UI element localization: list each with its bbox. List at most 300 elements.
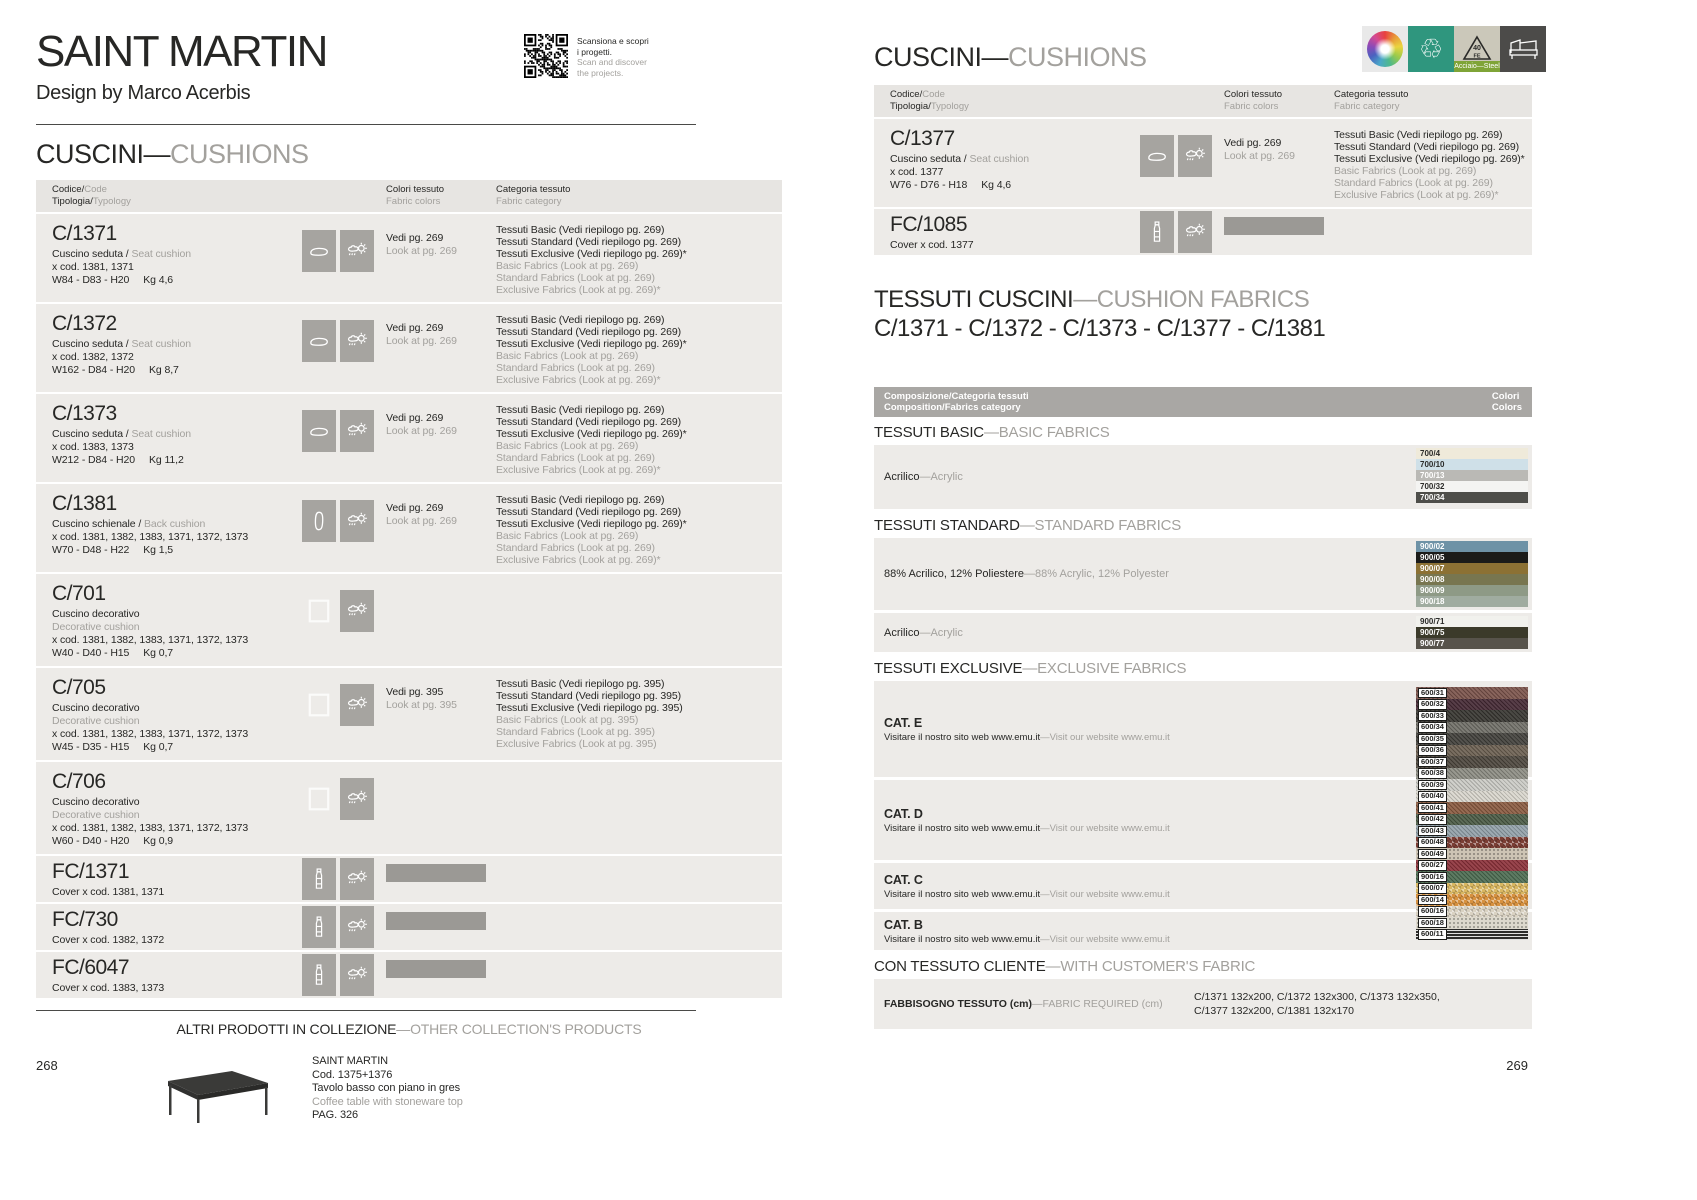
fabric-swatch [1416, 492, 1528, 503]
fabrics-header-composition: Composition/Fabrics category [884, 402, 1021, 413]
basic-fabrics-heading: TESSUTI BASIC — BASIC FABRICS [874, 419, 1532, 445]
weather-icon [340, 500, 374, 542]
spray-bottle-icon [1140, 211, 1174, 253]
col-header-codice: Codice/ [52, 184, 85, 195]
col-header-colori: Colori tessuto [386, 184, 445, 195]
weight: Kg 1,5 [143, 544, 174, 556]
swatch-code: 600/11 [1418, 929, 1447, 940]
fabric-swatch [1416, 722, 1528, 734]
category-line: Tessuti Exclusive (Vedi riepilogo pg. 269)* [496, 338, 687, 350]
standard-fabrics-row-2 [874, 613, 1532, 652]
table-row [36, 304, 782, 392]
seat-cushion-icon [302, 320, 336, 362]
certification-badges [1362, 26, 1546, 72]
swatch-code: 600/48 [1418, 837, 1447, 848]
fabric-composition-label: Acrilico—Acrylic [884, 471, 963, 483]
fabric-colors-cell [386, 676, 496, 754]
weight: Kg 4,6 [981, 179, 1012, 191]
fabric-colors-cell [386, 858, 496, 882]
col-header-fabric-category: Fabric category [496, 196, 562, 207]
product-cell [52, 312, 302, 386]
fabrics-codes-line: C/1371 - C/1372 - C/1373 - C/1377 - C/1381 [874, 315, 1326, 342]
fabric-category-cell [496, 926, 782, 928]
divider [36, 124, 696, 125]
swatch-code: 700/10 [1420, 460, 1445, 469]
section-heading-en: CUSHIONS [1008, 42, 1147, 72]
product-xcod: x cod. 1381, 1371 [52, 261, 134, 273]
fabric-swatch [1416, 481, 1528, 492]
fabrics-title-en: CUSHION FABRICS [1096, 286, 1310, 313]
fabric-category-cell [496, 402, 782, 476]
related-product-code: Cod. 1375+1376 [312, 1068, 393, 1081]
swatch-code: 600/42 [1418, 814, 1447, 825]
category-line: Standard Fabrics (Look at pg. 269) [496, 542, 655, 554]
product-code: C/1381 [52, 492, 117, 515]
product-icons [302, 222, 386, 296]
see-page-it: Vedi pg. 269 [386, 412, 444, 424]
category-line: Tessuti Standard (Vedi riepilogo pg. 269) [496, 236, 682, 248]
weight: Kg 0,7 [143, 647, 174, 659]
product-cell [52, 492, 302, 566]
category-line: Basic Fabrics (Look at pg. 269) [496, 260, 639, 272]
other-products-heading [36, 1021, 782, 1037]
spray-bottle-icon [302, 954, 336, 996]
product-dimensions [52, 364, 302, 377]
qr-caption [577, 34, 649, 78]
weight: Kg 0,9 [143, 835, 174, 847]
see-page-it: Vedi pg. 269 [386, 322, 444, 334]
related-product-name: SAINT MARTIN [312, 1055, 389, 1067]
website-line-it: Visitare il nostro sito web www.emu.it [884, 731, 1041, 743]
qr-code-icon [524, 34, 568, 78]
product-icons [302, 402, 386, 476]
weather-icon [340, 954, 374, 996]
website-dash: — [1040, 933, 1050, 945]
product-code: FC/730 [52, 907, 118, 931]
product-cell [890, 127, 1140, 201]
dimensions: W40 - D40 - H15 [52, 647, 130, 659]
related-product-page-ref: PAG. 326 [312, 1109, 359, 1121]
fabric-swatch [1416, 552, 1528, 563]
fabric-required-label: FABBISOGNO TESSUTO (cm)—FABRIC REQUIRED (cm) [884, 998, 1163, 1010]
swatch-code: 900/71 [1420, 617, 1445, 626]
col-header-categoria: Categoria tessuto [496, 184, 571, 195]
fabric-colors-cell [386, 582, 496, 660]
category-line: Tessuti Exclusive (Vedi riepilogo pg. 269)* [1334, 153, 1525, 165]
product-code: FC/1371 [52, 859, 130, 883]
swatch-code: 600/14 [1418, 895, 1447, 906]
product-xcod: x cod. 1382, 1372 [52, 351, 134, 363]
dimensions: W212 - D84 - H20 [52, 454, 136, 466]
weight: Kg 11,2 [149, 454, 184, 466]
product-type-en: Seat cushion [131, 338, 191, 350]
website-line-it: Visitare il nostro sito web www.emu.it [884, 822, 1041, 834]
swatch-code: 900/77 [1420, 639, 1445, 648]
col-header-typology: Typology [92, 196, 131, 207]
product-icons [1140, 127, 1224, 201]
category-line: Basic Fabrics (Look at pg. 269) [496, 350, 639, 362]
category-line: Tessuti Exclusive (Vedi riepilogo pg. 269)* [496, 428, 687, 440]
basic-fabrics-row [874, 445, 1532, 509]
fabric-category-cell [496, 222, 782, 296]
weather-icon [340, 858, 374, 900]
see-page-en: Look at pg. 269 [386, 515, 457, 527]
fabric-colors-cell [386, 492, 496, 566]
fabric-color-bar [386, 864, 486, 882]
category-line: Standard Fabrics (Look at pg. 269) [496, 272, 655, 284]
product-icons [302, 582, 386, 660]
qr-caption-line: Scansiona e scopri [577, 36, 649, 46]
fabric-category-cell [496, 878, 782, 880]
fabric-swatch [1416, 638, 1528, 649]
fabric-colors-cell [386, 954, 496, 978]
fabric-swatch [1416, 541, 1528, 552]
category-name: CAT. B [884, 917, 923, 932]
product-cover-line: Cover x cod. 1381, 1371 [52, 885, 165, 898]
fabric-colors-cell [1224, 211, 1334, 235]
table-header [36, 180, 782, 212]
table-row [36, 668, 782, 760]
category-line: Tessuti Basic (Vedi riepilogo pg. 269) [496, 314, 665, 326]
fabric-swatch [1416, 768, 1528, 780]
swatch-code: 600/36 [1418, 745, 1447, 756]
fabric-colors-cell [1224, 127, 1334, 201]
product-icons [1140, 211, 1224, 253]
swatch-code: 600/31 [1418, 688, 1447, 699]
product-xcod: x cod. 1381, 1382, 1383, 1371, 1372, 1373 [52, 728, 249, 740]
spray-bottle-icon [302, 858, 336, 900]
fabric-swatch [1416, 733, 1528, 745]
category-line: Exclusive Fabrics (Look at pg. 269)* [496, 284, 661, 296]
category-line: Exclusive Fabrics (Look at pg. 269)* [496, 554, 661, 566]
see-page-en: Look at pg. 269 [1224, 150, 1295, 162]
fabric-colors-cell [386, 312, 496, 386]
category-line: Standard Fabrics (Look at pg. 395) [496, 726, 655, 738]
product-code: C/705 [52, 676, 106, 699]
fabric-category-cell [496, 974, 782, 976]
table-row [36, 952, 782, 998]
fabric-swatch [1416, 596, 1528, 607]
square-outline-icon [302, 590, 336, 632]
category-name: CAT. D [884, 806, 923, 821]
category-line: Tessuti Exclusive (Vedi riepilogo pg. 269)* [496, 248, 687, 260]
svg-text:40: 40 [1473, 45, 1481, 52]
category-line: Standard Fabrics (Look at pg. 269) [496, 362, 655, 374]
product-type [52, 518, 302, 531]
website-dash: — [1040, 822, 1050, 834]
product-type-it: Cuscino decorativo [52, 608, 140, 620]
weight: Kg 8,7 [149, 364, 179, 376]
section-heading-it: CUSCINI [874, 42, 982, 72]
swatch-code: 900/08 [1420, 575, 1445, 584]
dimensions: W70 - D48 - H22 [52, 544, 130, 556]
swatch-code: 600/40 [1418, 791, 1447, 802]
product-code: C/1373 [52, 402, 117, 425]
fabric-swatch [1416, 906, 1528, 918]
fabric-colors-cell [386, 906, 496, 930]
weather-icon [340, 230, 374, 272]
fabric-swatch [1416, 814, 1528, 826]
spray-bottle-icon [302, 906, 336, 948]
fabric-swatch [1416, 779, 1528, 791]
product-type [52, 428, 302, 441]
cushions-table [36, 180, 782, 998]
fabric-swatch [1416, 687, 1528, 699]
table-row [36, 856, 782, 902]
section-heading-cushions [36, 139, 782, 170]
category-line: Tessuti Standard (Vedi riepilogo pg. 269) [496, 416, 682, 428]
see-page-it: Vedi pg. 269 [1224, 137, 1282, 149]
fabric-category-cell [1334, 231, 1532, 233]
fabric-swatch [1416, 894, 1528, 906]
product-icons [302, 676, 386, 754]
related-product-desc-it: Tavolo basso con piano in gres [312, 1082, 461, 1094]
website-dash: — [1040, 731, 1050, 743]
product-xcod: x cod. 1381, 1382, 1383, 1371, 1372, 1373 [52, 822, 249, 834]
product-cover-line: Cover x cod. 1382, 1372 [52, 933, 165, 946]
fabric-colors-cell [386, 402, 496, 476]
weather-icon [340, 684, 374, 726]
table-header: Codice/Code Tipologia/Typology Colori tessuto Fabric colors Categoria tessuto Fabric category [874, 85, 1532, 117]
weather-icon [340, 778, 374, 820]
product-type-it: Cuscino seduta / [890, 153, 970, 165]
category-line: Standard Fabrics (Look at pg. 269) [496, 452, 655, 464]
website-dash: — [1040, 888, 1050, 900]
product-cell [52, 956, 302, 995]
swatch-code: 600/34 [1418, 722, 1447, 733]
swatch-code: 600/49 [1418, 849, 1447, 860]
product-code: FC/6047 [52, 955, 130, 979]
section-heading-dash: — [981, 42, 1009, 72]
category-line: Tessuti Basic (Vedi riepilogo pg. 395) [496, 678, 665, 690]
fabric-swatch [1416, 883, 1528, 895]
category-line: Basic Fabrics (Look at pg. 395) [496, 714, 639, 726]
product-icons [302, 906, 386, 948]
divider [36, 1010, 696, 1011]
category-line: Exclusive Fabrics (Look at pg. 269)* [1334, 189, 1499, 201]
designer-subtitle: Design by Marco Acerbis [36, 82, 251, 104]
product-type-it: Cuscino schienale / [52, 518, 144, 530]
weather-icon [1178, 211, 1212, 253]
dimensions: W45 - D35 - H15 [52, 741, 130, 753]
weight: Kg 0,7 [143, 741, 174, 753]
fabric-swatch [1416, 871, 1528, 883]
weather-icon [340, 590, 374, 632]
standard-fabrics-heading: TESSUTI STANDARD — STANDARD FABRICS [874, 512, 1532, 538]
website-line-en: Visit our website www.emu.it [1049, 822, 1170, 834]
category-line: Tessuti Standard (Vedi riepilogo pg. 395) [496, 690, 682, 702]
square-outline-icon [302, 778, 336, 820]
fabrics-title: TESSUTI CUSCINI—CUSHION FABRICS C/1371 - C/1372 - C/1373 - C/1377 - C/1381 [874, 286, 1326, 342]
coffee-table-image [156, 1055, 276, 1127]
dimensions: W84 - D83 - H20 [52, 274, 130, 286]
related-product-desc-en: Coffee table with stoneware top [312, 1095, 463, 1108]
category-line: Tessuti Standard (Vedi riepilogo pg. 269) [1334, 141, 1520, 153]
product-xcod: x cod. 1381, 1382, 1383, 1371, 1372, 1373 [52, 531, 249, 543]
customer-fabric-heading: CON TESSUTO CLIENTE — WITH CUSTOMER'S FABRIC [874, 953, 1532, 979]
related-product-card [156, 1055, 782, 1127]
swatch-code: 700/13 [1420, 471, 1445, 480]
product-code: FC/1085 [890, 212, 968, 236]
category-line: Exclusive Fabrics (Look at pg. 269)* [496, 374, 661, 386]
product-type-en: Back cushion [143, 518, 206, 530]
see-page-en: Look at pg. 269 [386, 425, 457, 437]
see-page-it: Vedi pg. 269 [386, 502, 444, 514]
dimensions: W76 - D76 - H18 [890, 179, 968, 191]
product-dimensions [52, 741, 302, 754]
swatch-code: 600/35 [1418, 734, 1447, 745]
col-header-fabric-colors: Fabric colors [386, 196, 441, 207]
product-cell [52, 860, 302, 899]
product-cover-line: Cover x cod. 1383, 1373 [52, 981, 165, 994]
swatch-code: 900/07 [1420, 564, 1445, 573]
website-line-en: Visit our website www.emu.it [1049, 933, 1170, 945]
category-line: Tessuti Basic (Vedi riepilogo pg. 269) [496, 404, 665, 416]
exclusive-fabrics-block [874, 681, 1532, 950]
fabric-swatch [1416, 699, 1528, 711]
fabric-swatch [1416, 574, 1528, 585]
category-line: Tessuti Basic (Vedi riepilogo pg. 269) [1334, 129, 1503, 141]
fabric-swatch [1416, 917, 1528, 929]
swatch-code: 600/18 [1418, 918, 1447, 929]
color-wheel-icon [1362, 26, 1408, 72]
qr-caption-line: i progetti. [577, 46, 612, 57]
fabric-swatch [1416, 745, 1528, 757]
swatch-code: 600/07 [1418, 883, 1447, 894]
fabric-color-bar [1224, 217, 1324, 235]
fabric-swatch [1416, 563, 1528, 574]
swatch-code: 600/41 [1418, 803, 1447, 814]
product-cell [52, 402, 302, 476]
see-page-en: Look at pg. 269 [386, 245, 457, 257]
product-type-en: Seat cushion [131, 428, 191, 440]
see-page-it: Vedi pg. 269 [386, 232, 444, 244]
fabric-category-cell [496, 770, 782, 848]
fabric-colors-cell [386, 222, 496, 296]
fabric-swatch [1416, 756, 1528, 768]
fabric-composition-label: Acrilico—Acrylic [884, 626, 963, 639]
fabric-swatch [1416, 627, 1528, 638]
qr-caption-line: Scan and discover [577, 57, 647, 67]
swatch-code: 600/38 [1418, 768, 1447, 779]
product-type-en: Decorative cushion [52, 809, 140, 821]
swatch-code: 900/02 [1420, 542, 1445, 551]
product-cell [52, 676, 302, 754]
fabric-swatch [1416, 837, 1528, 849]
category-line: Exclusive Fabrics (Look at pg. 395) [496, 738, 657, 750]
square-outline-icon [302, 684, 336, 726]
product-type-it: Cuscino seduta / [52, 338, 132, 350]
product-type [890, 153, 1140, 166]
fabric-required-row [874, 979, 1532, 1029]
product-code: C/701 [52, 582, 106, 605]
fabric-swatch [1416, 825, 1528, 837]
product-code: C/1371 [52, 222, 117, 245]
fabric-swatch [1416, 791, 1528, 803]
product-type-en: Seat cushion [131, 248, 191, 260]
category-line: Basic Fabrics (Look at pg. 269) [496, 530, 639, 542]
product-xcod: x cod. 1377 [890, 166, 944, 178]
swatch-code: 600/33 [1418, 711, 1447, 722]
product-dimensions [52, 647, 302, 660]
category-name: CAT. C [884, 872, 923, 887]
table-row [874, 119, 1532, 207]
product-type-en: Seat cushion [969, 153, 1029, 165]
fabric-color-bar [386, 912, 486, 930]
other-products-heading-it: ALTRI PRODOTTI IN COLLEZIONE [176, 1021, 397, 1037]
table-row [36, 762, 782, 854]
exclusive-fabrics-heading: TESSUTI EXCLUSIVE — EXCLUSIVE FABRICS [874, 655, 1532, 681]
fabric-category-cell [1334, 127, 1532, 201]
swatch-code: 900/75 [1420, 628, 1445, 637]
product-type-it: Cuscino decorativo [52, 702, 140, 714]
page-number-right: 269 [1506, 1058, 1528, 1073]
seat-cushion-icon [302, 230, 336, 272]
product-xcod: x cod. 1383, 1373 [52, 441, 134, 453]
category-line: Tessuti Exclusive (Vedi riepilogo pg. 395) [496, 702, 683, 714]
table-row [36, 214, 782, 302]
steel-label: Acciaio—Steel [1454, 63, 1500, 70]
product-cell [52, 582, 302, 660]
weather-icon [340, 410, 374, 452]
fabric-swatch [1416, 616, 1528, 627]
product-icons [302, 858, 386, 900]
swatch-code: 900/09 [1420, 586, 1445, 595]
product-type [52, 248, 302, 261]
fabrics-table-header [874, 387, 1532, 417]
fabric-colors-cell [386, 770, 496, 848]
page-number-left: 268 [36, 1058, 58, 1073]
category-line: Exclusive Fabrics (Look at pg. 269)* [496, 464, 661, 476]
swatch-code: 600/37 [1418, 757, 1447, 768]
swatch-code: 700/34 [1420, 493, 1445, 502]
fabric-category-cell [496, 676, 782, 754]
swatch-code: 600/32 [1418, 699, 1447, 710]
weather-icon [1178, 135, 1212, 177]
website-line-en: Visit our website www.emu.it [1049, 888, 1170, 900]
other-products-heading-dash: — [396, 1021, 411, 1037]
fabric-category-cell [496, 492, 782, 566]
category-line: Tessuti Standard (Vedi riepilogo pg. 269) [496, 506, 682, 518]
fabric-swatch [1416, 860, 1528, 872]
product-type-en: Decorative cushion [52, 621, 140, 633]
standard-fabrics-row-1 [874, 538, 1532, 610]
fabrics-header-composizione: Composizione/Categoria tessuti [884, 390, 1029, 402]
fabrics-header-colori: Colori [1491, 390, 1520, 402]
see-page-en: Look at pg. 269 [386, 335, 457, 347]
category-line: Standard Fabrics (Look at pg. 269) [1334, 177, 1493, 189]
table-row [36, 484, 782, 572]
product-cell [52, 908, 302, 947]
product-dimensions [52, 544, 302, 557]
product-icons [302, 312, 386, 386]
fabric-swatch [1416, 802, 1528, 814]
steel-recycling-icon [1454, 26, 1500, 72]
product-xcod: x cod. 1381, 1382, 1383, 1371, 1372, 1373 [52, 634, 249, 646]
fabric-category-cell [496, 582, 782, 660]
fabric-swatch [1416, 929, 1528, 941]
category-line: Tessuti Exclusive (Vedi riepilogo pg. 269)* [496, 518, 687, 530]
product-code: C/706 [52, 770, 106, 793]
product-icons [302, 492, 386, 566]
weight: Kg 4,6 [143, 274, 174, 286]
swatch-code: 900/18 [1420, 597, 1445, 606]
table-row [874, 209, 1532, 255]
category-line: Tessuti Basic (Vedi riepilogo pg. 269) [496, 224, 665, 236]
table-row [36, 904, 782, 950]
weather-icon [340, 906, 374, 948]
product-icons [302, 954, 386, 996]
